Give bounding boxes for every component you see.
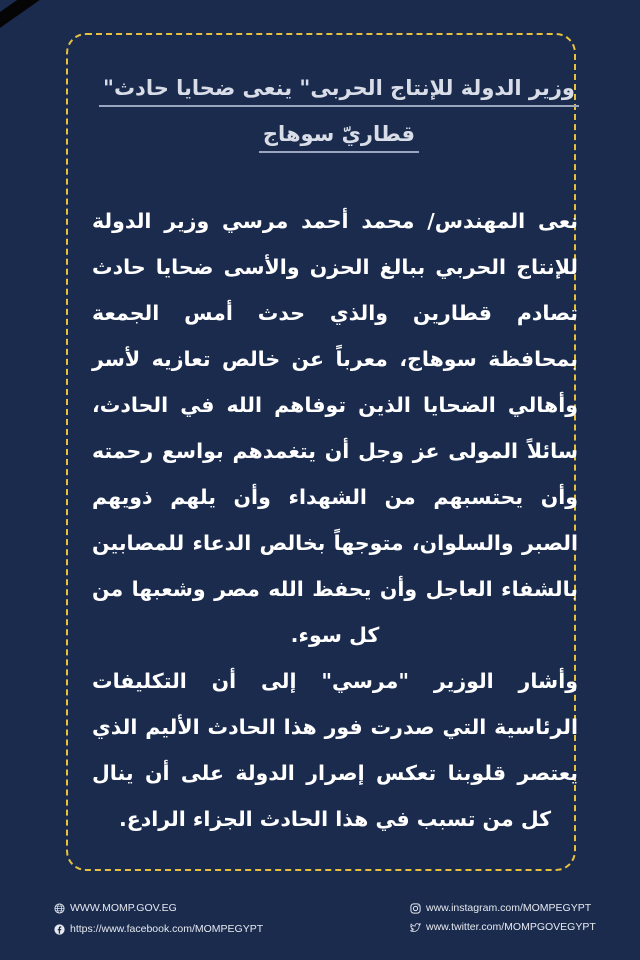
instagram-link-text: www.instagram.com/MOMPEGYPT <box>426 902 592 914</box>
footer-website[interactable] <box>54 902 177 914</box>
facebook-icon <box>54 924 65 935</box>
twitter-icon <box>410 922 421 933</box>
headline-line-1: وزير الدولة للإنتاج الحربى" ينعى ضحايا حادث" <box>99 73 579 107</box>
body-paragraph-1: نعى المهندس/ محمد أحمد مرسي وزير الدولة للإنتاج الحربي ببالغ الحزن والأسى ضحايا حادث تصادم قطارين والذي حدث أمس الجمعة بمحافظة سوهاج، معرباً عن خالص تعازيه لأسر وأهالي الضحايا الذين توفاهم الله في الحادث، سائلاً المولى عز وجل أن يتغمدهم بواسع رحمته وأن يحتسبهم من الشهداء وأن يلهم ذويهم الصبر والسلوان، متوجهاً بخالص الدعاء للمصابين بالشفاء العاجل وأن يحفظ الله مصر وشعبها من كل سوء. <box>92 209 578 647</box>
footer-instagram[interactable] <box>410 902 591 914</box>
website-link-text: WWW.MOMP.GOV.EG <box>70 902 177 914</box>
body-paragraph-2: وأشار الوزير "مرسي" إلى أن التكليفات الرئاسية التي صدرت فور هذا الحادث الأليم الذي يعتصر قلوبنا تعكس إصرار الدولة على أن ينال كل من تسبب في هذا الحادث الجزاء الرادع. <box>92 669 578 831</box>
twitter-link-text: www.twitter.com/MOMPGOVEGYPT <box>426 921 596 933</box>
footer-facebook[interactable] <box>54 923 263 935</box>
instagram-icon <box>410 903 421 914</box>
footer-links <box>0 895 640 945</box>
headline-line-2: قطاريّ سوهاج <box>259 119 419 153</box>
facebook-link-text: https://www.facebook.com/MOMPEGYPT <box>70 923 264 935</box>
globe-icon <box>54 903 65 914</box>
article-body <box>92 198 578 842</box>
headline <box>80 73 598 153</box>
footer-twitter[interactable] <box>410 921 596 933</box>
